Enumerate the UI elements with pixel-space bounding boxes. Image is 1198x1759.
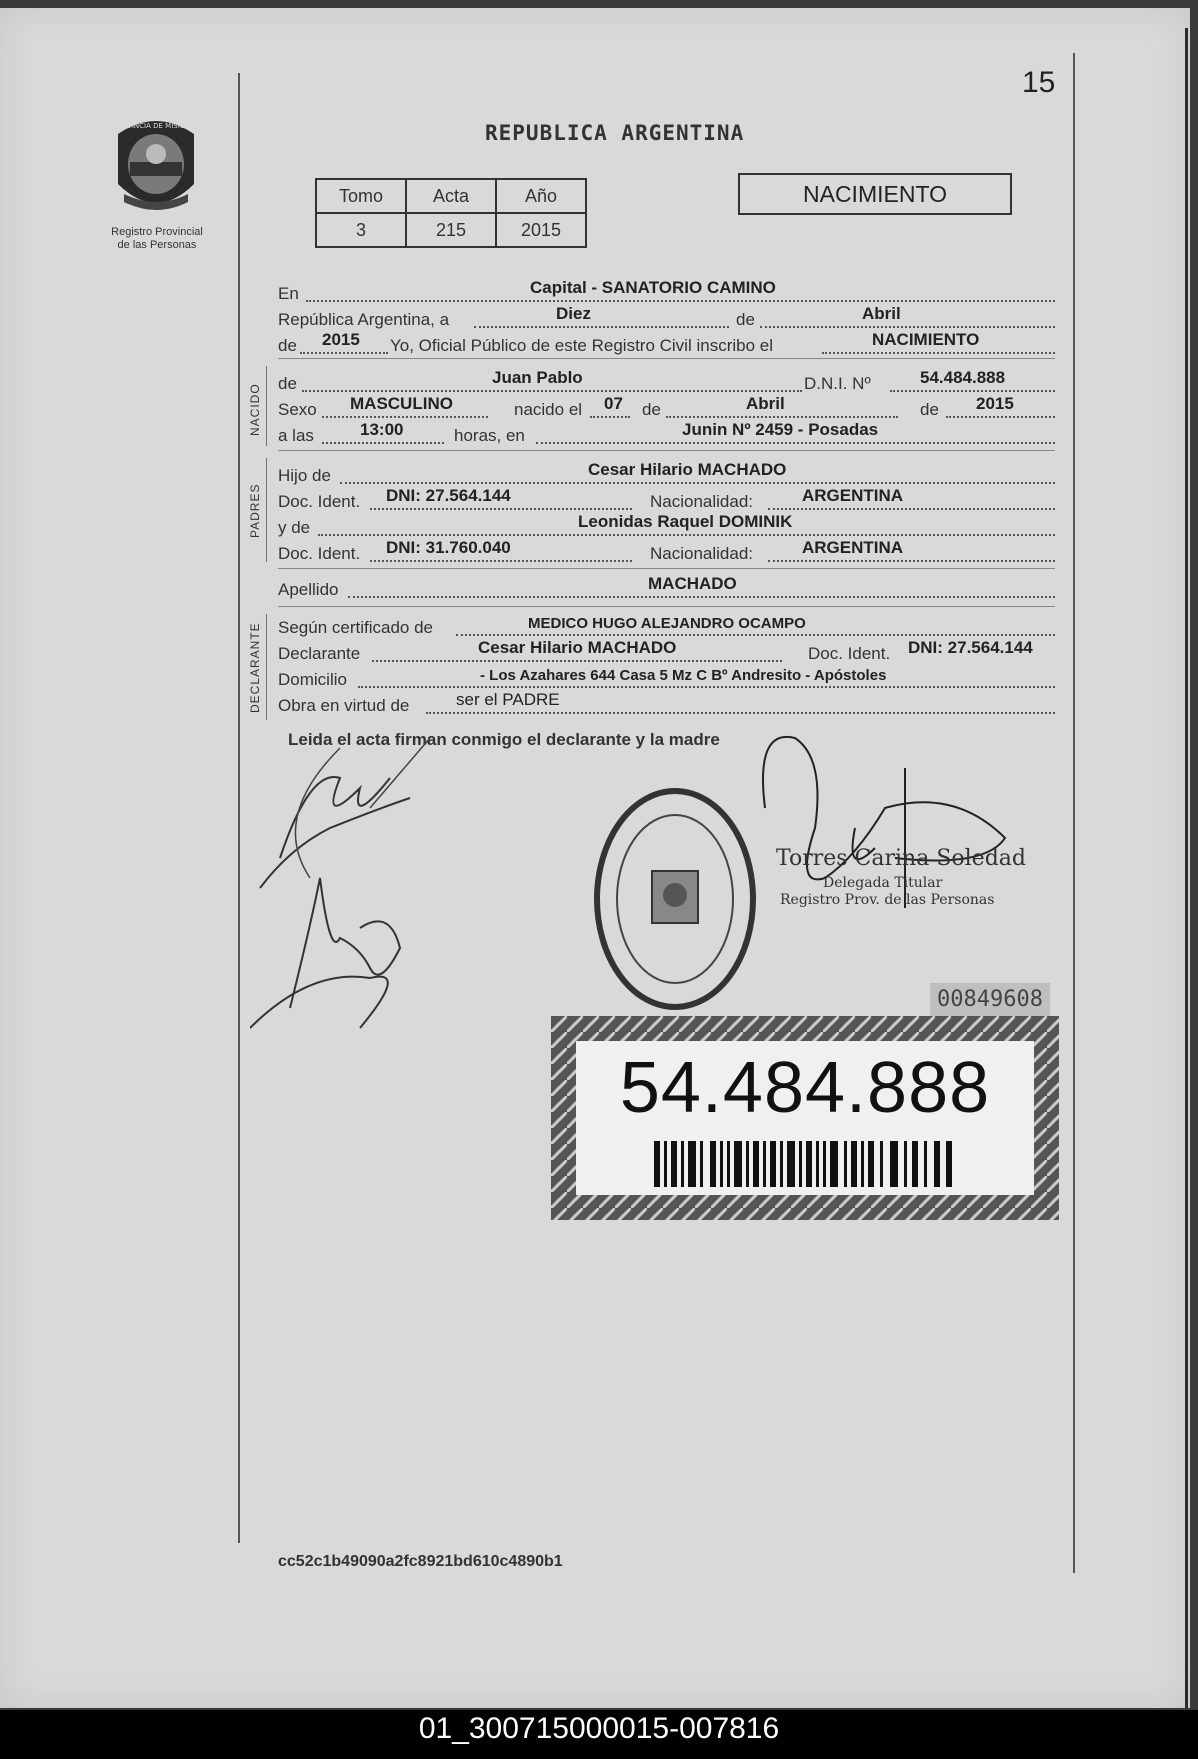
section-separator <box>278 450 1055 451</box>
row-year <box>278 332 1055 358</box>
de-label-2: de <box>642 400 661 419</box>
dotted-line <box>760 326 1055 328</box>
birth-place: Junin Nº 2459 - Posadas <box>682 420 879 439</box>
row-en <box>278 280 1055 306</box>
father-nationality: ARGENTINA <box>802 486 904 505</box>
row-certificado <box>278 614 1055 640</box>
hijo-label: Hijo de <box>278 466 331 485</box>
section-label-declarante: DECLARANTE <box>248 622 262 713</box>
en-label: En <box>278 284 299 303</box>
row-madre <box>278 514 1055 540</box>
seal-text: PROVINCIA DE MISIONES <box>112 122 200 130</box>
birth-time: 13:00 <box>360 420 404 439</box>
serial-number: 00849608 <box>930 983 1050 1017</box>
domicilio-value: - Los Azahares 644 Casa 5 Mz C Bº Andresito - Apóstoles <box>480 667 887 684</box>
right-margin-line <box>1073 53 1075 1573</box>
dotted-line <box>822 352 1055 354</box>
year-prefix: de <box>278 336 297 355</box>
de-label: de <box>736 310 755 329</box>
registry-header-tomo: Tomo <box>316 179 406 213</box>
dotted-line <box>348 596 1055 598</box>
row-nacido-sexo <box>278 396 1055 422</box>
en-value: Capital - SANATORIO CAMINO <box>530 278 776 297</box>
dotted-line <box>322 416 488 418</box>
dotted-line <box>474 326 729 328</box>
country-label: República Argentina, a <box>278 310 450 329</box>
father-doc: DNI: 27.564.144 <box>386 486 511 505</box>
dotted-line <box>426 712 1055 714</box>
mother-nationality: ARGENTINA <box>802 538 904 557</box>
dotted-line <box>946 416 1055 418</box>
declarante-doc-label: Doc. Ident. <box>808 644 891 663</box>
row-obra <box>278 692 1055 718</box>
de-label-3: de <box>920 400 939 419</box>
section-bar <box>266 614 267 720</box>
inscribe-label: Yo, Oficial Público de este Registro Civil inscribo el <box>390 336 773 355</box>
dotted-line <box>372 660 782 662</box>
closing-statement: Leida el acta firman conmigo el declarante y la madre <box>288 730 720 749</box>
dotted-line <box>302 390 802 392</box>
row-padre <box>278 462 1055 488</box>
day-value: Diez <box>556 304 591 323</box>
logo-caption-line1: Registro Provincial <box>111 226 203 238</box>
certificado-label: Según certificado de <box>278 618 433 637</box>
registry-value-ano: 2015 <box>496 213 586 247</box>
horas-label: horas, en <box>454 426 525 445</box>
dotted-line <box>890 390 1055 392</box>
dni-label: D.N.I. Nº <box>804 374 871 393</box>
dotted-line <box>300 352 388 354</box>
sticker-inner <box>576 1041 1034 1195</box>
dotted-line <box>370 508 632 510</box>
row-declarante <box>278 640 1055 666</box>
dotted-line <box>340 482 1055 484</box>
section-label-nacido: NACIDO <box>248 383 262 436</box>
header-title: REPUBLICA ARGENTINA <box>485 121 745 145</box>
dotted-line <box>322 442 444 444</box>
registry-header-acta: Acta <box>406 179 496 213</box>
row-padre-doc <box>278 488 1055 514</box>
official-registry: Registro Prov. de las Personas <box>780 892 995 908</box>
dotted-line <box>590 416 630 418</box>
dotted-line <box>666 416 898 418</box>
obra-value: ser el PADRE <box>456 690 560 709</box>
official-title: Delegada Titular <box>823 875 943 891</box>
birth-month: Abril <box>746 394 785 413</box>
dotted-line <box>358 686 1055 688</box>
act-type-box: NACIMIENTO <box>738 173 1012 215</box>
row-nacido-name <box>278 370 1055 396</box>
barcode-icon <box>654 1141 954 1187</box>
official-round-seal <box>590 783 760 1015</box>
dotted-line <box>768 508 1055 510</box>
footer-id: 01_300715000015-007816 <box>418 1712 780 1745</box>
domicilio-label: Domicilio <box>278 670 347 689</box>
document-hash: cc52c1b49090a2fc8921bd610c4890b1 <box>278 1553 563 1570</box>
birth-day: 07 <box>604 394 623 413</box>
signatures-left <box>250 728 480 1048</box>
declarante-label: Declarante <box>278 644 361 663</box>
row-nacido-hora <box>278 422 1055 448</box>
child-dni: 54.484.888 <box>920 368 1006 387</box>
left-margin-line <box>238 73 240 1543</box>
father-name: Cesar Hilario MACHADO <box>588 460 787 479</box>
doc-label: Doc. Ident. <box>278 492 361 511</box>
registry-header-ano: Año <box>496 179 586 213</box>
section-bar <box>266 366 267 446</box>
dotted-line <box>318 534 1055 536</box>
declarante-doc: DNI: 27.564.144 <box>908 638 1033 657</box>
row-domicilio <box>278 666 1055 692</box>
dotted-line <box>370 560 632 562</box>
registry-table <box>315 178 587 248</box>
page-number: 15 <box>1022 66 1056 99</box>
year-value: 2015 <box>322 330 360 349</box>
mother-name: Leonidas Raquel DOMINIK <box>578 512 793 531</box>
official-signature <box>755 728 1015 958</box>
document-page <box>0 8 1190 1708</box>
certificado-value: MEDICO HUGO ALEJANDRO OCAMPO <box>528 615 806 632</box>
nacionalidad-label: Nacionalidad: <box>650 544 754 563</box>
dotted-line <box>456 634 1055 636</box>
dotted-line <box>768 560 1055 562</box>
mother-doc: DNI: 31.760.040 <box>386 538 511 557</box>
registry-value-tomo: 3 <box>316 213 406 247</box>
section-separator <box>278 606 1055 607</box>
row-country <box>278 306 1055 332</box>
province-seal-logo <box>110 114 202 222</box>
nacionalidad-label: Nacionalidad: <box>650 492 754 511</box>
declarante-name: Cesar Hilario MACHADO <box>478 638 677 657</box>
apellido-label: Apellido <box>278 580 339 599</box>
doc-label: Doc. Ident. <box>278 544 361 563</box>
registry-value-acta: 215 <box>406 213 496 247</box>
section-separator <box>278 358 1055 359</box>
sexo-value: MASCULINO <box>350 394 453 413</box>
logo-caption <box>96 226 218 252</box>
sexo-label: Sexo <box>278 400 317 419</box>
dotted-line <box>536 442 1055 444</box>
row-madre-doc <box>278 540 1055 566</box>
dotted-line <box>306 300 1055 302</box>
sticker-dni-number: 54.484.888 <box>619 1048 991 1128</box>
row-apellido <box>278 576 1055 602</box>
month-value: Abril <box>862 304 901 323</box>
logo-caption-line2: de las Personas <box>117 239 197 251</box>
page-edge <box>1185 28 1188 1708</box>
birth-year: 2015 <box>976 394 1014 413</box>
section-bar <box>266 458 267 562</box>
section-label-padres: PADRES <box>248 483 262 538</box>
apellido-value: MACHADO <box>648 574 737 593</box>
a-las-label: a las <box>278 426 314 445</box>
official-name: Torres Carina Soledad <box>776 846 1026 871</box>
section-separator <box>278 568 1055 569</box>
inscribe-value: NACIMIENTO <box>872 330 980 349</box>
dni-sticker <box>551 1016 1059 1220</box>
de-label: de <box>278 374 297 393</box>
obra-label: Obra en virtud de <box>278 696 410 715</box>
nacido-label: nacido el <box>514 400 583 419</box>
yde-label: y de <box>278 518 311 537</box>
child-name: Juan Pablo <box>492 368 583 387</box>
